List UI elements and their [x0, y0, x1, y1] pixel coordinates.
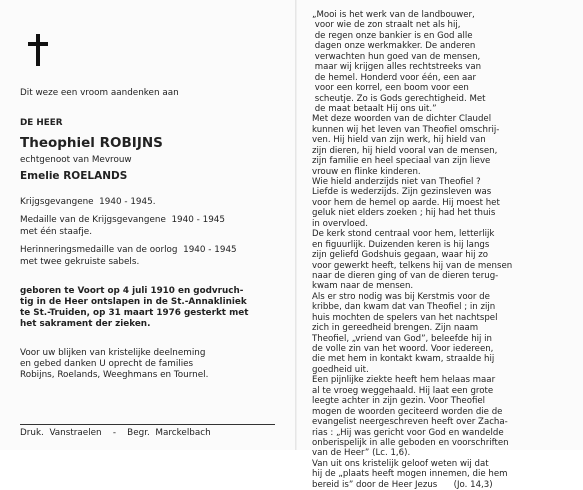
- text-line: zijn familie en heel speciaal van zijn lieve: [312, 156, 491, 167]
- text-line: Van uit ons kristelijk geloof weten wij dat: [312, 458, 489, 469]
- text-line: scheutje. Zo is Gods gerechtigheid. Met: [312, 93, 486, 104]
- text-line: die met hem in kontakt kwam, straalde hij: [312, 354, 495, 365]
- text-line: de hemel. Honderd voor één, een aar: [312, 72, 477, 83]
- medal2-line1: Herinneringsmedaille van de oorlog 1940 - 1945: [20, 245, 237, 255]
- deceased-name: [20, 135, 163, 151]
- medal1-line2: met één staafje.: [20, 227, 92, 237]
- text-line: kribbe, dan kwam dat van Theofiel ; in zijn: [312, 302, 496, 313]
- thanks-line1: Voor uw blijken van kristelijke deelneming: [20, 348, 206, 358]
- text-line: in overvloed.: [312, 218, 368, 229]
- text-line: geluk niet elders zoeken ; hij had het thuis: [312, 208, 496, 219]
- text-line: naar de dieren ging of van de dieren terug-: [312, 270, 499, 281]
- text-line: voor gewerkt heeft, telkens hij van de mensen: [312, 260, 513, 271]
- text-line: zich in gereedheid brengen. Zijn naam: [312, 323, 479, 334]
- text-line: de maat betaalt Hij ons uit.”: [312, 103, 437, 114]
- card-fold: [295, 0, 297, 450]
- bio-line1: geboren te Voort op 4 juli 1910 en godvruch-: [20, 286, 244, 296]
- bio-line4: het sakrament der zieken.: [20, 319, 151, 329]
- thanks-line2: en gebed danken U oprecht de families: [20, 359, 194, 369]
- thanks-line3: Robijns, Roelands, Weeghmans en Tournel.: [20, 370, 209, 380]
- text-line: voor hem de hemel op aarde. Hij moest het: [312, 197, 500, 208]
- text-line: Wie hield anderzijds niet van Theofiel ?: [312, 177, 481, 187]
- medal1-line1: Medaille van de Krijgsgevangene 1940 - 1945: [20, 215, 226, 225]
- right-panel: [312, 10, 572, 490]
- text-line: bereid is” door de Heer Jezus (Jo. 14,3): [312, 479, 493, 490]
- text-line: Als er stro nodig was bij Kerstmis voor de: [312, 291, 490, 302]
- text-line: Met deze woorden van de dichter Claudel: [312, 114, 492, 125]
- text-line: evangelist neergeschreven heeft over Zacha-: [312, 417, 508, 428]
- spouse-intro: echtgenoot van Mevrouw: [20, 155, 132, 165]
- medal2-line2: met twee gekruiste sabels.: [20, 257, 140, 267]
- text-line: verwachten hun goed van de mensen,: [312, 51, 481, 62]
- text-line: al te vroeg weggehaald. Hij laat een grote: [312, 385, 494, 396]
- text-line: mogen de woorden geciteerd worden die de: [312, 406, 503, 417]
- text-line: de regen onze bankier is en God alle: [312, 30, 473, 41]
- text-line: de volle zin van het woord. Voor iedereen,: [312, 344, 494, 354]
- last-name: ROBIJNS: [99, 135, 163, 151]
- text-line: en figuurlijk. Duizenden keren is hij langs: [312, 239, 490, 250]
- text-line: dagen onze werkmakker. De anderen: [312, 41, 476, 52]
- text-line: zijn dieren, hij hield vooral van de mensen,: [312, 145, 498, 156]
- footer-divider: [20, 424, 275, 425]
- text-line: vrouw en flinke kinderen.: [312, 166, 421, 177]
- text-line: voor een korrel, een boom voor een: [312, 83, 469, 94]
- text-line: De kerk stond centraal voor hem, letterlijk: [312, 229, 495, 240]
- text-line: voor wie de zon straalt net als hij,: [312, 20, 461, 31]
- text-line: „Mooi is het werk van de landbouwer,: [312, 10, 475, 20]
- text-line: Liefde is wederzijds. Zijn gezinsleven was: [312, 187, 492, 198]
- text-line: zijn geliefd Godshuis gegaan, waar hij zo: [312, 250, 489, 261]
- text-line: rias : „Hij was gericht voor God en wandelde: [312, 427, 504, 438]
- title-de-heer: DE HEER: [20, 118, 63, 128]
- text-line: Theofiel, „vriend van God”, beleefde hij in: [312, 333, 492, 344]
- bio-line2: tig in de Heer ontslapen in de St.-Annakliniek: [20, 297, 247, 307]
- cross-icon: [26, 34, 50, 66]
- text-line: leegte achter in zijn gezin. Voor Theofiel: [312, 396, 486, 407]
- text-line: goedheid uit.: [312, 364, 369, 375]
- text-line: ven. Hij hield van zijn werk, hij hield van: [312, 135, 486, 146]
- text-line: Een pijnlijke ziekte heeft hem helaas maar: [312, 375, 496, 386]
- spouse-name: Emelie ROELANDS: [20, 170, 128, 182]
- intro-text: Dit weze een vroom aandenken aan: [20, 88, 179, 98]
- text-line: kwam naar de mensen.: [312, 281, 414, 292]
- bio-line3: te St.-Truiden, op 31 maart 1976 gesterkt met: [20, 308, 249, 318]
- pow-text: Krijgsgevangene 1940 - 1945.: [20, 197, 156, 207]
- printer-footer: Druk. Vanstraelen - Begr. Marckelbach: [20, 428, 211, 438]
- text-line: hij de „plaats heeft mogen innemen, die hem: [312, 469, 508, 480]
- first-name: Theophiel: [20, 135, 100, 151]
- text-line: onberispelijk in alle geboden en voorschriften: [312, 437, 509, 448]
- text-line: kunnen wij het leven van Theofiel omschrij-: [312, 124, 500, 135]
- text-line: huis mochten de spelers van het nachtspel: [312, 312, 498, 323]
- text-line: van de Heer” (Lc. 1,6).: [312, 448, 411, 459]
- text-line: maar wij krijgen alles rechtstreeks van: [312, 62, 482, 73]
